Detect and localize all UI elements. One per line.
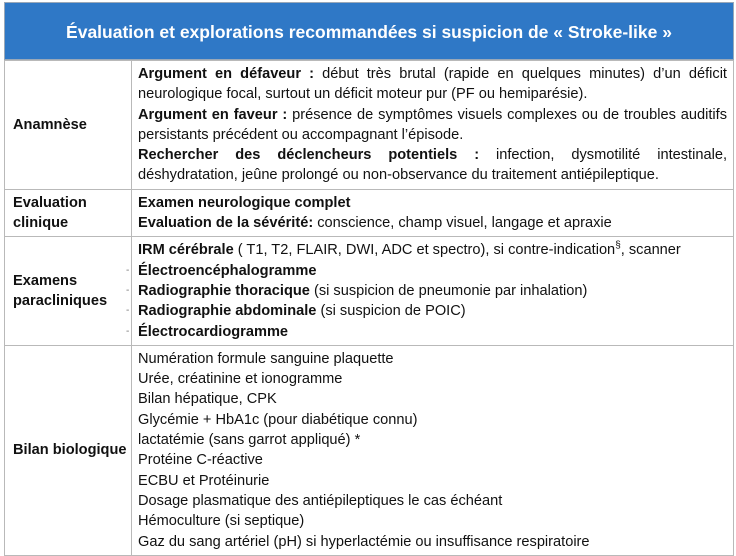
- list-bullet: -: [126, 325, 130, 337]
- row-paracliniques: [5, 237, 734, 345]
- list-item: Numération formule sanguine plaquette: [138, 350, 394, 367]
- row-anamnese: [5, 61, 734, 190]
- row-content-clinique: [132, 189, 734, 237]
- list-item: Glycémie + HbA1c (pour diabétique connu): [138, 411, 418, 428]
- list-item: ECBU et Protéinurie: [138, 472, 270, 489]
- radio-abdominale: - Radiographie abdominale (si suspicion de POIC): [138, 301, 727, 321]
- row-content-anamnese: [132, 61, 734, 190]
- eeg: - Électroencéphalogramme: [138, 261, 727, 281]
- row-label-anamnese: Anamnèse: [5, 61, 132, 190]
- row-label-clinique: Evaluation clinique: [5, 189, 132, 237]
- examen-neurologique: Examen neurologique complet: [138, 194, 351, 211]
- radio-thoracique: - Radiographie thoracique (si suspicion de pneumonie par inhalation): [138, 281, 727, 301]
- row-label-biologique: Bilan biologique: [5, 345, 132, 555]
- row-clinique: [5, 189, 734, 237]
- list-item: Protéine C-réactive: [138, 452, 263, 469]
- list-item: Dosage plasmatique des antiépileptiques le cas échéant: [138, 492, 503, 509]
- list-item: Hémoculture (si septique): [138, 513, 305, 530]
- irm-cerebrale: IRM cérébrale ( T1, T2, FLAIR, DWI, ADC et spectro), si contre-indication§, scanner: [138, 240, 681, 259]
- row-label-paracliniques: Examens paracliniques: [5, 237, 132, 345]
- table-body: [4, 60, 734, 556]
- list-bullet: -: [126, 264, 130, 276]
- declencheurs: Rechercher des déclencheurs potentiels : infection, dysmotilité intestinale, déshydratation, jeûne prolongé ou non-observance du traitement antiépileptique.: [138, 147, 728, 184]
- list-item: Bilan hépatique, CPK: [138, 391, 277, 408]
- list-bullet: -: [126, 284, 130, 296]
- row-biologique: [5, 345, 734, 555]
- list-item: lactatémie (sans garrot appliqué) *: [138, 432, 361, 449]
- row-content-paracliniques: [126, 237, 734, 345]
- recommendations-table: [4, 2, 734, 556]
- argument-defaveur: Argument en défaveur : début très brutal (rapide en quelques minutes) d’un déficit neurologique focal, surtout un déficit moteur pur (PF ou hemiparésie).: [138, 66, 727, 103]
- list-item: Gaz du sang artériel (pH) si hyperlactémie ou insuffisance respiratoire: [138, 533, 590, 550]
- list-bullet: -: [126, 305, 130, 317]
- row-content-biologique: [132, 345, 734, 555]
- ecg: - Électrocardiogramme: [138, 322, 727, 342]
- table-title: Évaluation et explorations recommandées si suspicion de « Stroke-like »: [4, 2, 734, 60]
- list-item: Urée, créatinine et ionogramme: [138, 371, 343, 388]
- evaluation-severite: Evaluation de la sévérité: conscience, champ visuel, langage et apraxie: [138, 215, 612, 232]
- argument-faveur: Argument en faveur : présence de symptômes visuels complexes ou de troubles auditifs persistants précédent ou accompagnant l’épisode.: [138, 106, 727, 143]
